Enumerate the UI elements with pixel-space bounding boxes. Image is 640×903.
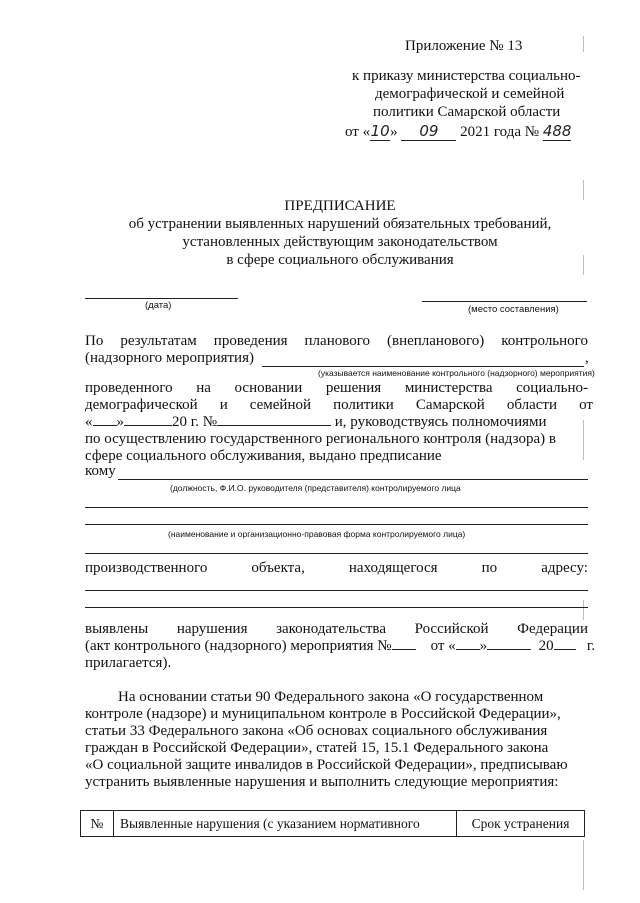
para1-line1: По результатам проведения планового (внепланового) контрольного <box>85 333 588 349</box>
date-field-line <box>85 298 238 299</box>
date-day: 10 <box>370 122 390 140</box>
para1-comma: , <box>585 350 589 366</box>
para5-line5: «О социальной защите инвалидов в Российской Федерации», предписываю <box>85 757 568 773</box>
appendix-line2: демографической и семейной <box>375 86 565 102</box>
scan-artifact <box>583 600 584 620</box>
scan-artifact <box>583 36 584 52</box>
para4-line2: (акт контрольного (надзорного) мероприятия № от « » 20 г. <box>85 638 596 654</box>
para2-line1: проведенного на основании решения министерства социально- <box>85 380 588 396</box>
para2-line6: кому <box>85 463 116 479</box>
blank-line-1 <box>85 507 588 508</box>
blank-line-2 <box>85 524 588 525</box>
date-number: 488 <box>542 122 572 140</box>
col-number-header: № <box>81 811 114 837</box>
appendix-title: Приложение № 13 <box>405 38 523 54</box>
date-prefix: от « <box>345 124 371 140</box>
appendix-date <box>345 122 571 141</box>
para5-line4: граждан в Российской Федерации», статей 15, 15.1 Федерального закона <box>85 740 549 756</box>
para1-line2: (надзорного мероприятия) <box>85 350 254 366</box>
date-mid: » <box>390 124 398 140</box>
event-name-caption: (указывается наименование контрольного (надзорного) мероприятия) <box>318 368 595 378</box>
org-caption: (наименование и организационно-правовая форма контролируемого лица) <box>168 529 466 539</box>
date-month: 09 <box>401 122 456 141</box>
title-sub1: об устранении выявленных нарушений обязательных требований, <box>128 216 552 232</box>
para5-line2: контроле (надзоре) и муниципальном контроле в Российской Федерации», <box>85 706 561 722</box>
place-field-caption: (место составления) <box>468 304 559 315</box>
appendix-line1: к приказу министерства социально- <box>352 68 581 84</box>
date-field-caption: (дата) <box>145 300 172 311</box>
para4-line1: выявлены нарушения законодательства Российской Федерации <box>85 621 588 637</box>
col-deadline-header: Срок устранения <box>457 811 585 837</box>
para5-line3: статьи 33 Федерального закона «Об основах социального обслуживания <box>85 723 548 739</box>
para5-line6: устранить выявленные нарушения и выполнить следующие мероприятия: <box>85 774 559 790</box>
place-field-line <box>422 301 587 302</box>
para4-line3: прилагается). <box>85 655 172 671</box>
appendix-line3: политики Самарской области <box>373 104 561 120</box>
para2-line4: по осуществлению государственного регионального контроля (надзора) в <box>85 431 556 447</box>
para2-line5: сфере социального обслуживания, выдано предписание <box>85 448 442 464</box>
para5-line1: На основании статьи 90 Федерального закона «О государственном <box>118 689 544 705</box>
measures-table <box>80 810 585 837</box>
title-sub2: установленных действующим законодательством <box>182 234 498 250</box>
document-title: ПРЕДПИСАНИЕ <box>284 198 396 214</box>
date-year: 2021 года № <box>460 124 540 140</box>
event-name-field <box>262 366 584 367</box>
blank-line-3 <box>85 553 588 554</box>
address-line-1 <box>85 590 588 591</box>
address-line-2 <box>85 607 588 608</box>
title-sub3: в сфере социального обслуживания <box>226 252 454 268</box>
para2-line3: « » 20 г. № и, руководствуясь полномочиями <box>85 414 547 430</box>
recipient-caption: (должность, Ф.И.О. руководителя (представителя) контролируемого лица <box>170 483 461 493</box>
scan-artifact <box>583 420 584 460</box>
scan-artifact <box>583 180 584 200</box>
table-header-row <box>81 811 585 837</box>
scan-artifact <box>583 840 584 890</box>
col-violations-header: Выявленные нарушения (с указанием нормативного <box>114 811 457 837</box>
para2-line2: демографической и семейной политики Самарской области от <box>85 397 593 413</box>
para3-line: производственного объекта, находящегося по адресу: <box>85 560 588 576</box>
recipient-field <box>118 479 588 480</box>
